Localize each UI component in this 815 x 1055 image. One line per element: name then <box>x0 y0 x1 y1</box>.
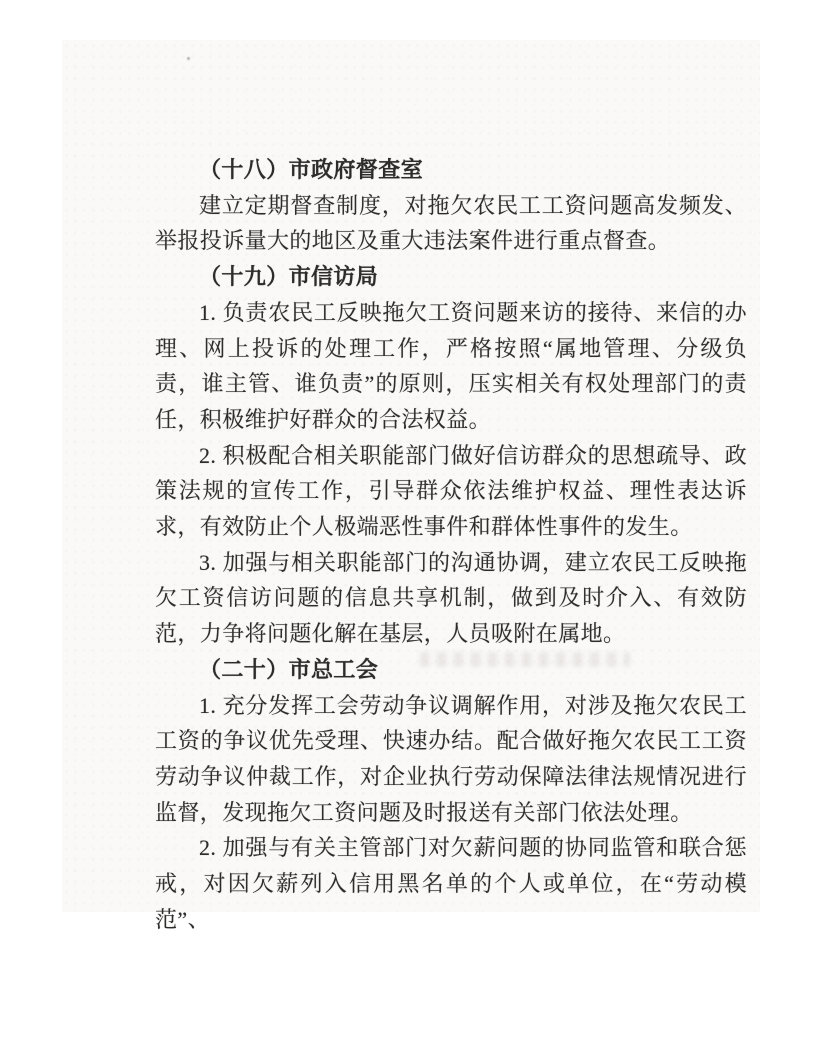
paragraph: 1. 充分发挥工会劳动争议调解作用，对涉及拖欠农民工工资的争议优先受理、快速办结。配合做好拖欠农民工工资劳动争议仲裁工作，对企业执行劳动保障法律法规情况进行监督，发现拖欠工资问题及时报送有关部门依法处理。 <box>155 692 747 825</box>
scan-speck <box>187 57 190 60</box>
paragraph: 1. 负责农民工反映拖欠工资问题来访的接待、来信的办理、网上投诉的处理工作，严格按照“属地管理、分级负责，谁主管、谁负责”的原则，压实相关有权处理部门的责任，积极维护好群众的合法权益。 <box>155 299 747 432</box>
document-body <box>155 152 747 937</box>
paragraph: 建立定期督查制度，对拖欠农民工工资问题高发频发、举报投诉量大的地区及重大违法案件进行重点督查。 <box>155 192 747 254</box>
section-heading: （十九）市信访局 <box>199 264 379 290</box>
paragraph: 2. 积极配合相关职能部门做好信访群众的思想疏导、政策法规的宣传工作，引导群众依法维护权益、理性表达诉求，有效防止个人极端恶性事件和群体性事件的发生。 <box>155 442 747 540</box>
paragraph: 2. 加强与有关主管部门对欠薪问题的协同监管和联合惩戒，对因欠薪列入信用黑名单的个人或单位，在“劳动模范”、 <box>155 835 747 932</box>
paper-sheet <box>62 40 760 932</box>
section-heading: （二十）市总工会 <box>199 656 379 682</box>
paragraph: 3. 加强与相关职能部门的沟通协调，建立农民工反映拖欠工资信访问题的信息共享机制，做到及时介入、有效防范，力争将问题化解在基层，人员吸附在属地。 <box>155 549 747 647</box>
section-heading: （十八）市政府督查室 <box>199 157 424 182</box>
